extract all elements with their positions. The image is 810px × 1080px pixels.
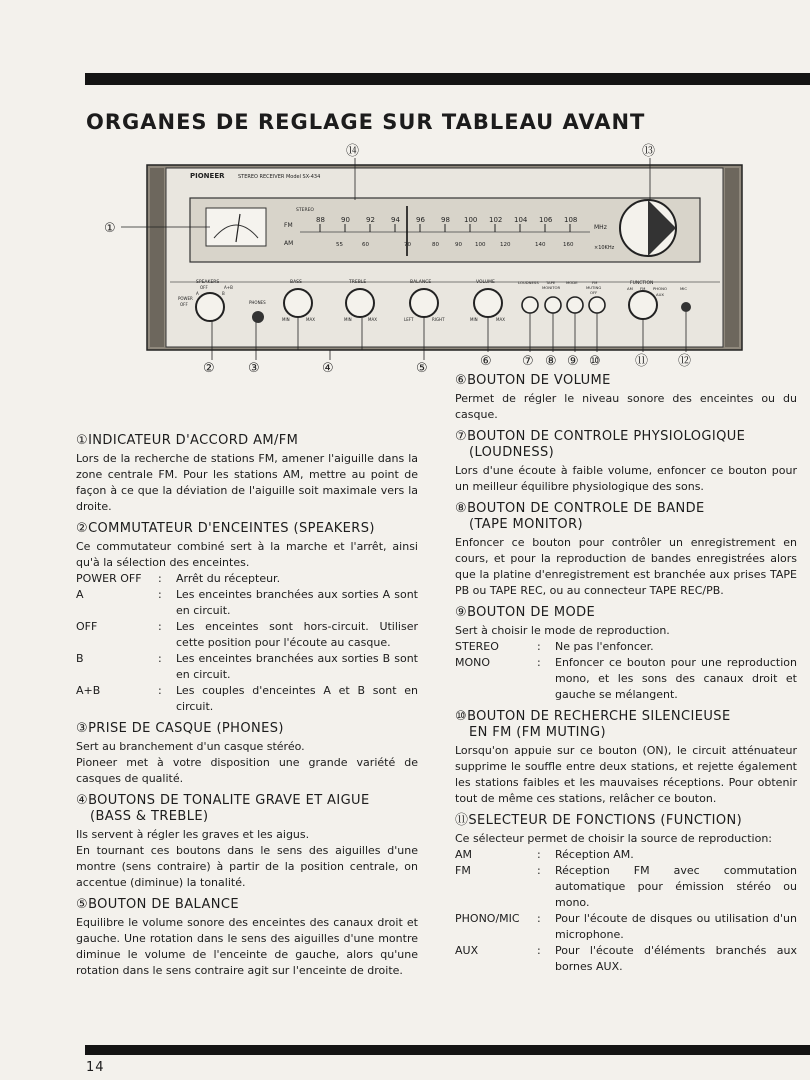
fm-scale-96: 96: [416, 216, 425, 224]
callout-12: ⑫: [678, 354, 692, 369]
tape-label: TAPE: [546, 280, 556, 285]
mhz-label: MHz: [594, 224, 607, 231]
section-heading-cont: EN FM (FM MUTING): [469, 725, 606, 740]
section-text: Enfoncer ce bouton pour contrôler un enregistrement en cours, et pour la reproduction de bandes enregistrées alors que la platine d'enregistrement est branchée aux prises TAPE PB ou TAPE REC, ou au connecteur TAPE REC/PB.: [455, 536, 797, 597]
fm-muting-label: FM: [592, 280, 598, 285]
bass-min-label: MIN: [282, 317, 290, 322]
callout-4: ④: [322, 361, 334, 376]
am-scale-120: 120: [500, 242, 511, 248]
option-row: OFF : Les enceintes sont hors-circuit. Utiliser cette position pour l'écoute au casque.: [76, 620, 418, 649]
section-heading: ⑧BOUTON DE CONTROLE DE BANDE: [455, 501, 705, 516]
option-row: AUX : Pour l'écoute d'éléments branchés aux bornes AUX.: [455, 944, 797, 973]
am-scale-55: 55: [336, 242, 343, 248]
fm-muting-button: [589, 297, 605, 313]
callout-1: ①: [104, 221, 116, 236]
section-text: Lorsqu'on appuie sur ce bouton (ON), le circuit atténuateur supprime le souffle entre deux stations, et rejette également les stations faibles et les mauvaises réceptions. Pour obtenir tout de même ces stations, relâcher ce bouton.: [455, 744, 797, 805]
mode-button: [567, 297, 583, 313]
section-speakers: [76, 521, 418, 715]
section-heading: ①INDICATEUR D'ACCORD AM/FM: [76, 433, 299, 448]
volume-knob: [474, 289, 502, 317]
volume-label: VOLUME: [476, 280, 495, 285]
section-text: Sert au branchement d'un casque stéréo.: [76, 740, 305, 753]
section-phones: [76, 721, 418, 787]
model-label: STEREO RECEIVER Model SX-434: [238, 174, 321, 180]
section-bass-treble: [76, 793, 418, 891]
volume-min-label: MIN: [470, 317, 478, 322]
section-tuning-meter: [76, 433, 418, 515]
bass-label: BASS: [290, 280, 302, 285]
section-text: Lors de la recherche de stations FM, amener l'aiguille dans la zone centrale FM. Pour les stations AM, mettre au point de façon à ce que la déviation de l'aiguille soit maximale vers la droite.: [76, 452, 418, 513]
bass-max-label: MAX: [306, 317, 315, 322]
callout-9: ⑨: [567, 354, 579, 369]
callout-2: ②: [203, 361, 215, 376]
section-tape-monitor: [455, 501, 797, 599]
section-heading: ⑪SELECTEUR DE FONCTIONS (FUNCTION): [455, 813, 743, 828]
power-off-label: OFF: [180, 302, 188, 307]
muting-off-label: OFF: [590, 290, 598, 295]
fm-scale-90: 90: [341, 216, 350, 224]
section-heading: ⑥BOUTON DE VOLUME: [455, 373, 611, 388]
fm-scale-106: 106: [539, 216, 553, 224]
section-text: Sert à choisir le mode de reproduction.: [455, 624, 670, 637]
am-scale-60: 60: [362, 242, 369, 248]
callout-13: ⑬: [642, 144, 656, 159]
speakers-label: SPEAKERS: [196, 280, 220, 285]
am-scale-160: 160: [563, 242, 574, 248]
function-fm-label: FM: [640, 286, 646, 291]
fm-scale-100: 100: [464, 216, 478, 224]
section-heading: ⑨BOUTON DE MODE: [455, 605, 596, 620]
receiver-diagram: [0, 0, 810, 400]
section-text: Ce commutateur combiné sert à la marche et l'arrêt, ainsi qu'à la sélection des enceintes.: [76, 540, 418, 569]
callout-7: ⑦: [522, 354, 534, 369]
option-row: A : Les enceintes branchées aux sorties A sont en circuit.: [76, 588, 418, 617]
section-text: Equilibre le volume sonore des enceintes des canaux droit et gauche. Une rotation dans le sens des aiguilles d'une montre diminue le volume de l'enceinte de gauche, alors qu'une rotation dans le sens contraire agit sur l'enceinte de droite.: [76, 916, 418, 977]
function-aux-label: AUX: [656, 292, 664, 297]
option-row: STEREO : Ne pas l'enfoncer.: [455, 640, 654, 653]
speakers-knob: [196, 293, 224, 321]
phones-label: PHONES: [249, 300, 266, 305]
am-band-label: AM: [284, 240, 294, 247]
mode-label: MODE: [566, 280, 578, 285]
balance-label: BALANCE: [410, 280, 432, 285]
function-label: FUNCTION: [630, 281, 654, 286]
fm-scale-98: 98: [441, 216, 450, 224]
fm-scale-102: 102: [489, 216, 503, 224]
section-heading: ⑩BOUTON DE RECHERCHE SILENCIEUSE: [455, 709, 731, 724]
section-text: Ce sélecteur permet de choisir la source de reproduction:: [455, 832, 773, 845]
monitor-label: MONITOR: [542, 285, 561, 290]
section-balance: [76, 897, 418, 979]
callout-10: ⑩: [589, 354, 601, 369]
fm-scale-94: 94: [391, 216, 400, 224]
section-mode: [455, 605, 797, 703]
section-text: Lors d'une écoute à faible volume, enfoncer ce bouton pour un meilleur équilibre physiologique des sons.: [455, 464, 797, 493]
indicator-lamp: [681, 302, 691, 312]
section-heading: ⑦BOUTON DE CONTROLE PHYSIOLOGIQUE: [455, 429, 746, 444]
balance-knob: [410, 289, 438, 317]
balance-left-label: LEFT: [404, 317, 414, 322]
brand-label: PIONEER: [190, 172, 225, 180]
bass-knob: [284, 289, 312, 317]
callout-5: ⑤: [416, 361, 428, 376]
treble-min-label: MIN: [344, 317, 352, 322]
option-row: A+B : Les couples d'enceintes A et B sont en circuit.: [76, 684, 418, 713]
fm-scale-92: 92: [366, 216, 375, 224]
phones-jack: [252, 311, 264, 323]
section-function: [455, 813, 797, 975]
section-text: Permet de régler le niveau sonore des enceintes ou du casque.: [455, 392, 797, 421]
treble-label: TREBLE: [349, 280, 367, 285]
callout-6: ⑥: [480, 354, 492, 369]
function-knob: [629, 291, 657, 319]
power-label: POWER: [178, 296, 193, 301]
muting-label: MUTING: [586, 285, 602, 290]
balance-right-label: RIGHT: [432, 317, 445, 322]
page-title: ORGANES DE REGLAGE SUR TABLEAU AVANT: [86, 110, 646, 134]
page-number: 14: [86, 1060, 105, 1075]
fm-band-label: FM: [284, 222, 293, 229]
treble-knob: [346, 289, 374, 317]
section-heading-cont: (TAPE MONITOR): [469, 517, 583, 532]
tape-monitor-button: [545, 297, 561, 313]
option-row: FM : Réception FM avec commutation automatique pour émission stéréo ou mono.: [455, 864, 797, 909]
section-loudness: [455, 429, 797, 495]
khz-label: ×10KHz: [594, 245, 615, 251]
section-fm-muting: [455, 709, 797, 807]
am-scale-140: 140: [535, 242, 546, 248]
speakers-ab-label: A+B: [224, 285, 233, 290]
section-heading-cont: (BASS & TREBLE): [90, 809, 209, 824]
stereo-indicator-label: STEREO: [296, 208, 314, 213]
section-volume: [455, 373, 797, 423]
section-text: Ils servent à régler les graves et les aigus.: [76, 828, 310, 841]
function-mic-label: MIC: [680, 286, 688, 291]
section-heading: ④BOUTONS DE TONALITE GRAVE ET AIGUE: [76, 793, 370, 808]
speakers-a-label: A: [196, 291, 199, 296]
speakers-b-label: B: [222, 291, 225, 296]
speakers-off-label: OFF: [200, 285, 208, 290]
fm-scale-104: 104: [514, 216, 528, 224]
treble-max-label: MAX: [368, 317, 377, 322]
volume-max-label: MAX: [496, 317, 505, 322]
fm-scale-88: 88: [316, 216, 325, 224]
section-text: En tournant ces boutons dans le sens des aiguilles d'une montre (sens contraire) à partir de la position centrale, on accentue (diminue) la tonalité.: [76, 844, 418, 889]
right-column: [455, 373, 797, 981]
callout-3: ③: [248, 361, 260, 376]
section-text: Pioneer met à votre disposition une grande variété de casques de qualité.: [76, 756, 418, 785]
callout-11: ⑪: [635, 354, 649, 369]
option-row: B : Les enceintes branchées aux sorties B sont en circuit.: [76, 652, 418, 681]
option-row: AM : Réception AM.: [455, 848, 634, 861]
section-heading: ③PRISE DE CASQUE (PHONES): [76, 721, 284, 736]
callout-8: ⑧: [545, 354, 557, 369]
am-scale-80: 80: [432, 242, 439, 248]
option-row: PHONO/MIC : Pour l'écoute de disques ou utilisation d'un microphone.: [455, 912, 797, 941]
fm-scale-108: 108: [564, 216, 578, 224]
bottom-rule: [85, 1045, 810, 1055]
am-scale-70: 70: [404, 242, 411, 248]
loudness-button: [522, 297, 538, 313]
callout-14: ⑭: [346, 144, 360, 159]
function-am-label: AM: [627, 286, 633, 291]
option-row: MONO : Enfoncer ce bouton pour une reproduction mono, et les sons des canaux droit et gauche se mélangent.: [455, 656, 797, 701]
section-heading-cont: (LOUDNESS): [469, 445, 555, 460]
loudness-label: LOUDNESS: [518, 280, 539, 285]
section-heading: ②COMMUTATEUR D'ENCEINTES (SPEAKERS): [76, 521, 375, 536]
cabinet-side-right: [725, 168, 739, 347]
section-heading: ⑤BOUTON DE BALANCE: [76, 897, 239, 912]
function-phono-label: PHONO: [653, 286, 667, 291]
am-scale-90: 90: [455, 242, 462, 248]
am-scale-100: 100: [475, 242, 486, 248]
cabinet-side-left: [150, 168, 164, 347]
option-row: POWER OFF : Arrêt du récepteur.: [76, 572, 281, 585]
left-column: [76, 433, 418, 985]
